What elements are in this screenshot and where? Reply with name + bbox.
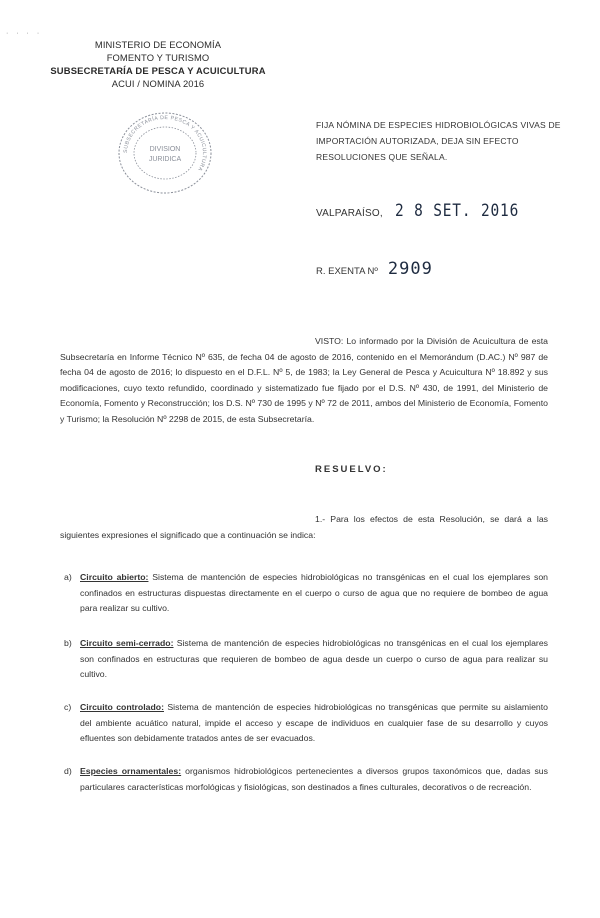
header-reference: ACUI / NOMINA 2016 bbox=[111, 78, 205, 89]
stamp-line1: DIVISION bbox=[149, 146, 181, 153]
definition-item-b bbox=[60, 636, 548, 700]
definition-mark: a) bbox=[64, 572, 72, 582]
header-subsecretaria: SUBSECRETARÍA DE PESCA Y ACUICULTURA bbox=[50, 65, 266, 76]
division-stamp bbox=[110, 110, 220, 196]
resolution-label: R. EXENTA Nº bbox=[316, 266, 378, 277]
definition-mark: b) bbox=[64, 638, 72, 648]
place-label: VALPARAÍSO, bbox=[316, 208, 383, 219]
header-ministry: MINISTERIO DE ECONOMÍA bbox=[94, 39, 222, 50]
definition-text: Sistema de mantención de especies hidrobiológicas no transgénicas que permite su aislamiento del ambiente acuático natural, impide el acceso y escape de individuos en cualquier fase de su desarrollo y cuyos efluentes son debidamente tratados antes de ser evacuados. bbox=[80, 702, 548, 744]
definition-mark: c) bbox=[64, 702, 72, 712]
svg-text:SUBSECRETARÍA DE PESCA Y ACUIC bbox=[123, 115, 207, 172]
definition-item-c bbox=[60, 700, 548, 764]
definition-text: Sistema de mantención de especies hidrobiológicas no transgénicas en el cual los ejemplares son confinados en estructuras que requieren de bombeo de agua desde un cuerpo o curso de agua para realizar su cultivo. bbox=[80, 638, 548, 680]
resuelvo-heading: RESUELVO: bbox=[315, 464, 388, 475]
definition-text: Sistema de mantención de especies hidrobiológicas no transgénicas en el cual los ejemplares son confinados en estructuras dispuestas directamente en el cuerpo o curso de agua que no requiere de bombeo de agua para realizar su cultivo. bbox=[80, 572, 548, 614]
definition-term: Circuito semi-cerrado: bbox=[80, 638, 174, 648]
place-date bbox=[316, 201, 541, 221]
handwritten-date: 2 8 SET. 2016 bbox=[394, 201, 520, 221]
scan-marks: · · · · bbox=[6, 30, 43, 37]
definition-term: Especies ornamentales: bbox=[80, 766, 182, 776]
definition-term: Circuito controlado: bbox=[80, 702, 164, 712]
point-1-paragraph: 1.- Para los efectos de esta Resolución, se dará a las siguientes expresiones el significado que a continuación se indica: bbox=[60, 514, 548, 540]
definitions-list bbox=[60, 570, 548, 824]
definition-text: organismos hidrobiológicos pertenecientes a diversos grupos taxonómicos que, dadas sus particulares características morfológicas y fisiológicas, son destinados a fines culturales, decorativos o de recreación. bbox=[80, 766, 548, 792]
definition-mark: d) bbox=[64, 766, 72, 776]
visto-paragraph: VISTO: Lo informado por la División de Acuicultura de esta Subsecretaría en Informe Técnico Nº 635, de fecha 04 de agosto de 2016, contenido en el Memorándum (D.AC.) Nº 987 de fecha 04 de agosto de 2016; lo dispuesto en el D.F.L. Nº 5, de 1983; la Ley General de Pesca y Acuicultura Nº 18.892 y sus modificaciones, cuyo texto refundido, coordinado y sistematizado fue fijado por el D.S. Nº 430, de 1991, del Ministerio de Economía, Fomento y Reconstrucción; los D.S. Nº 730 de 1995 y Nº 72 de 2011, ambos del Ministerio de Economía, Fomento y Turismo; la Resolución Nº 2298 de 2015, de esta Subsecretaría. bbox=[60, 336, 548, 424]
resolution-number bbox=[316, 259, 433, 279]
stamp-seal-icon bbox=[110, 110, 220, 196]
resolution-subject: FIJA NÓMINA DE ESPECIES HIDROBIOLÓGICAS VIVAS DE IMPORTACIÓN AUTORIZADA, DEJA SIN EFECTO RESOLUCIONES QUE SEÑALA. bbox=[316, 120, 561, 162]
definition-term: Circuito abierto: bbox=[80, 572, 149, 582]
stamp-ring-text: SUBSECRETARÍA DE PESCA Y ACUICULTURA bbox=[122, 114, 208, 173]
definition-item-d bbox=[60, 764, 548, 824]
stamp-line2: JURIDICA bbox=[148, 156, 182, 163]
institution-header bbox=[48, 38, 268, 90]
definition-item-a bbox=[60, 570, 548, 636]
header-ministry-sub: FOMENTO Y TURISMO bbox=[106, 52, 210, 63]
handwritten-number: 2909 bbox=[387, 259, 433, 279]
